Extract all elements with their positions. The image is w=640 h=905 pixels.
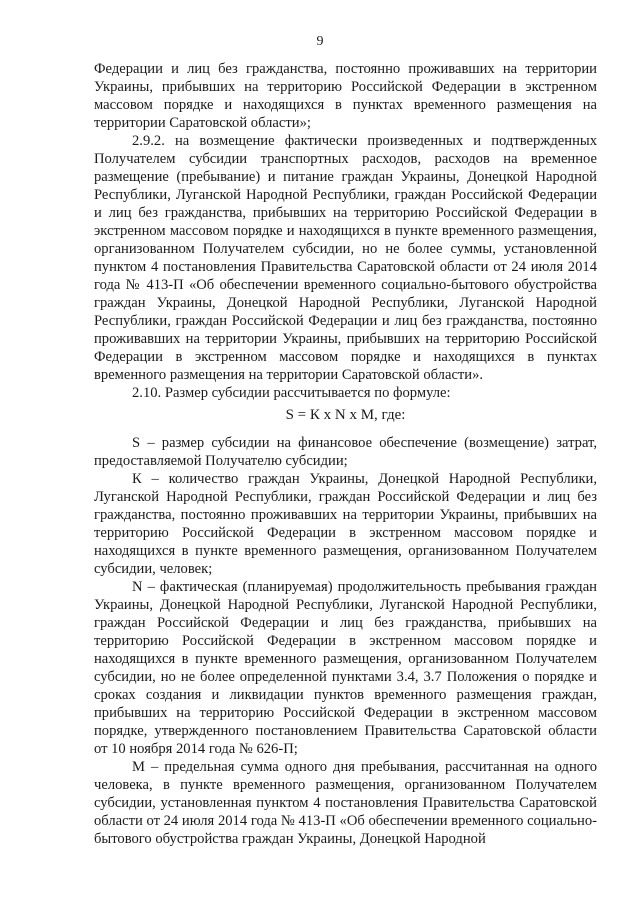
paragraph-2-10: 2.10. Размер субсидии рассчитывается по формуле: [132, 385, 451, 401]
definition-k: К – количество граждан Украины, Донецкой Народной Республики, Луганской Народной Республики, граждан Российской Федерации и лиц без гражданства, постоянно проживавших на территории Украины, прибывших на территорию Российской Федерации в экстренном массовом порядке и находящихся в пункте временного размещения, организованном Получателем субсидии, человек; [94, 471, 597, 577]
paragraph-continuation: Федерации и лиц без гражданства, постоянно проживавших на территории Украины, прибывших на территорию Российской Федерации в экстренном массовом порядке и находящихся в пунктах временного размещения на территории Саратовской области»; [94, 61, 597, 131]
paragraph-2-9-2: 2.9.2. на возмещение фактически произведенных и подтвержденных Получателем субсидии транспортных расходов, расходов на временное размещение (пребывание) и питание граждан Украины, Донецкой Народной Республики, Луганской Народной Республики, граждан Российской Федерации и лиц без гражданства, прибывших на территорию Российской Федерации в экстренном массовом порядке и находящихся в пункте временного размещения, организованном Получателем субсидии, но не более суммы, установленной пунктом 4 постановления Правительства Саратовской области от 24 июля 2014 года № 413-П «Об обеспечении временного социально-бытового обустройства граждан Украины, Донецкой Народной Республики, Луганской Народной Республики, граждан Российской Федерации и лиц без гражданства, постоянно проживавших на территории Украины, прибывших на территорию Российской Федерации в экстренном массовом порядке и находящихся в пунктах временного размещения на территории Саратовской области». [94, 133, 597, 383]
definition-s: S – размер субсидии на финансовое обеспечение (возмещение) затрат, предоставляемой Получателю субсидии; [94, 435, 597, 469]
subsidy-formula: S = К x N x M, где: [285, 407, 406, 423]
definition-m: М – предельная сумма одного дня пребывания, рассчитанная на одного человека, в пункте временного размещения, организованном Получателем субсидии, установленная пунктом 4 постановления Правительства Саратовской области от 24 июля 2014 года № 413-П «Об обеспечении временного социально-бытового обустройства граждан Украины, Донецкой Народной [94, 759, 597, 847]
document-body [94, 60, 597, 848]
page-number: 9 [316, 34, 324, 49]
definition-n: N – фактическая (планируемая) продолжительность пребывания граждан Украины, Донецкой Народной Республики, Луганской Народной Республики, граждан Российской Федерации и лиц без гражданства, прибывших на территорию Российской Федерации в экстренном массовом порядке и находящихся в пункте временного размещения, организованном Получателем субсидии, но не более определенной пунктами 3.4, 3.7 Положения о порядке и сроках создания и ликвидации пунктов временного размещения граждан, прибывших на территорию Российской Федерации в экстренном массовом порядке, утвержденного постановлением Правительства Саратовской области от 10 ноября 2014 года № 626-П; [94, 579, 597, 757]
